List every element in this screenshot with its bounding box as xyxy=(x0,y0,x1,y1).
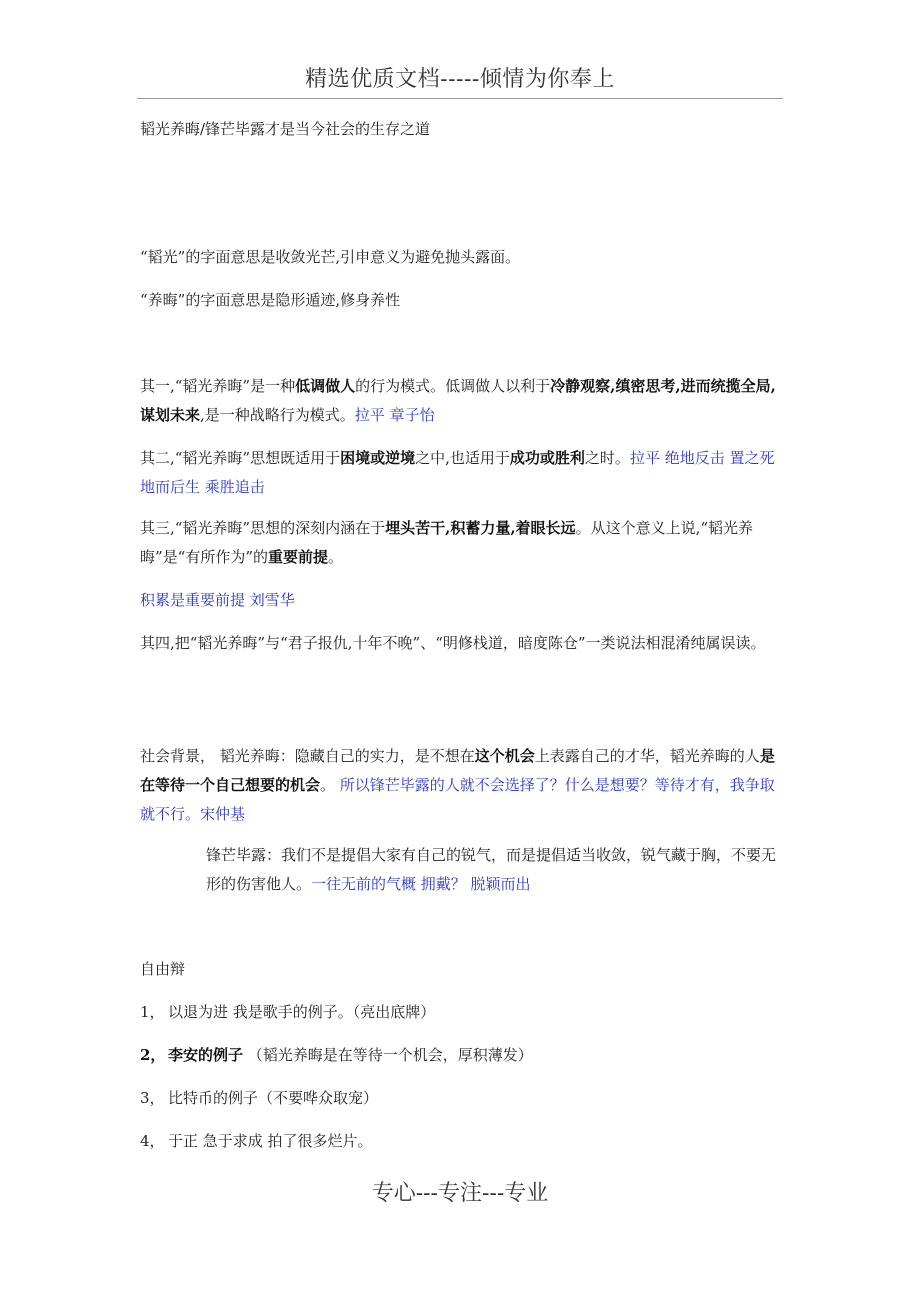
p3-annotation: 积累是重要前提 刘雪华 xyxy=(140,591,295,609)
paragraph-sharpness xyxy=(140,841,784,899)
list-item-number: 3， xyxy=(140,1089,165,1107)
bg-bold-b: 这个机会 xyxy=(474,747,535,765)
list-item-number: 1， xyxy=(140,1003,165,1021)
paragraph-point-three xyxy=(140,514,784,572)
list-item-text: （韬光养晦是在等待一个机会，厚积薄发） xyxy=(243,1046,533,1064)
bg-text-c: 上表露自己的才华，韬光养晦的人 xyxy=(534,747,760,765)
list-item xyxy=(140,1084,784,1113)
bg-annotation: 所以锋芒毕露的人就不会选择了？什么是想要？等待才有，我争取就不行。宋仲基 xyxy=(140,776,775,823)
document-title-line: 韬光养晦/锋芒毕露才是当今社会的生存之道 xyxy=(140,120,431,138)
list-item-text: 以退为进 我是歌手的例子。（亮出底牌） xyxy=(168,1003,436,1021)
p3-bold-b: 埋头苦干,积蓄力量,着眼长远 xyxy=(385,519,576,537)
p1-annotation: 拉平 章子怡 xyxy=(354,406,435,424)
p2-text-e: 之时。 xyxy=(584,449,630,467)
paragraph-point-one xyxy=(140,372,784,430)
debate-section-title: 自由辩 xyxy=(140,960,186,978)
p2-annotation: 拉平 绝地反击 置之死地而后生 乘胜追击 xyxy=(140,449,775,496)
list-item-bold: 李安的例子 xyxy=(168,1046,244,1064)
list-item xyxy=(140,998,784,1027)
list-item xyxy=(140,1127,784,1156)
paragraph-point-four: 其四,把“韬光养晦”与“君子报仇,十年不晚”、“明修栈道，暗度陈仓”一类说法相混淆纯属误读。 xyxy=(140,634,766,652)
definition-yanghui: “养晦”的字面意思是隐形遁迹,修身养性 xyxy=(140,291,401,309)
list-item xyxy=(140,1041,784,1070)
bg-bold-d: 是在等待一个自己想要的机会 xyxy=(140,747,775,794)
bg-text-a: 社会背景， 韬光养晦：隐藏自己的实力，是不想在 xyxy=(140,747,475,765)
page-header-title: 精选优质文档-----倾情为你奉上 xyxy=(305,67,615,92)
list-item-text: 比特币的例子（不要哗众取宠） xyxy=(168,1089,379,1107)
p3-text-e: 。 xyxy=(328,548,344,566)
list-item-number: 2， xyxy=(140,1046,166,1064)
bg-text-e: 。 xyxy=(320,776,340,794)
header-divider xyxy=(137,98,783,99)
p3-text-c: 。从这个意义上说,“韬光养晦”是“有所作为”的 xyxy=(140,519,754,566)
list-item-number: 4， xyxy=(140,1132,165,1150)
p3-bold-d: 重要前提 xyxy=(268,548,329,566)
paragraph-social-background xyxy=(140,742,784,829)
p2-bold-b: 困境或逆境 xyxy=(340,449,416,467)
p2-text-a: 其二,“韬光养晦”思想既适用于 xyxy=(140,449,341,467)
p1-bold-d: 冷静观察,缜密思考,进而统揽全局,谋划未来 xyxy=(140,377,776,424)
p1-text-a: 其一,“韬光养晦”是一种 xyxy=(140,377,296,395)
paragraph-point-two xyxy=(140,444,784,502)
sharp-text: 锋芒毕露：我们不是提倡大家有自己的锐气，而是提倡适当收敛，锐气藏于胸，不要无形的伤害他人。 xyxy=(206,846,777,893)
p1-text-c: 的行为模式。低调做人以利于 xyxy=(355,377,551,395)
list-item-text: 于正 急于求成 拍了很多烂片。 xyxy=(168,1132,373,1150)
p1-bold-b: 低调做人 xyxy=(295,377,356,395)
p2-text-c: 之中,也适用于 xyxy=(415,449,510,467)
p3-text-a: 其三,“韬光养晦”思想的深刻内涵在于 xyxy=(140,519,386,537)
page-footer-text: 专心---专注---专业 xyxy=(371,1181,549,1206)
sharp-annotation: 一往无前的气概 拥戴？ 脱颖而出 xyxy=(311,875,531,893)
p1-text-e: ,是一种战略行为模式。 xyxy=(200,406,355,424)
definition-taoguang: “韬光”的字面意思是收敛光芒,引申意义为避免抛头露面。 xyxy=(140,248,521,266)
p2-bold-d: 成功或胜利 xyxy=(509,449,585,467)
